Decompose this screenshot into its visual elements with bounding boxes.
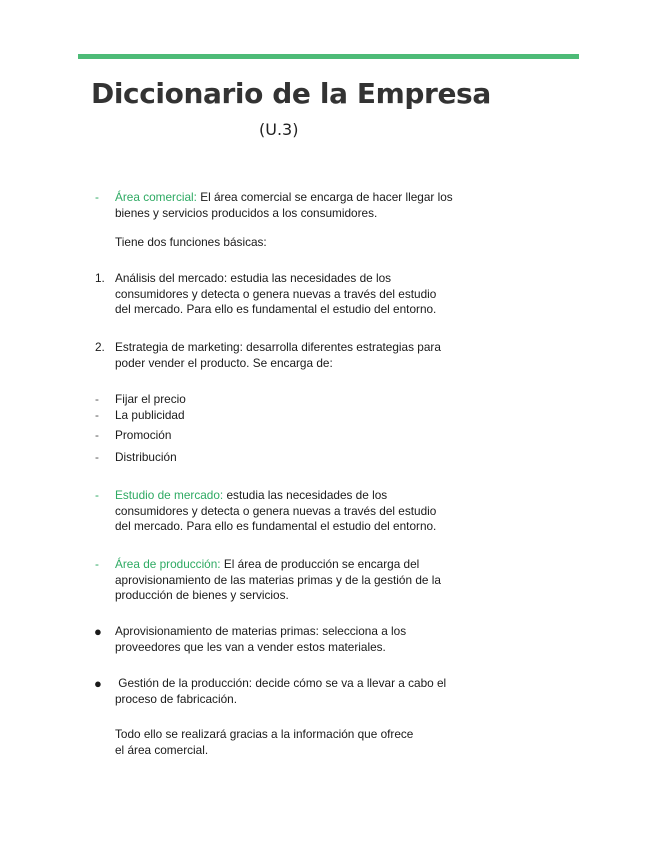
- list-dash-marker: -: [95, 392, 99, 406]
- number-marker: 1.: [95, 271, 105, 285]
- conclusion-line: Todo ello se realizará gracias a la información que ofrece: [115, 727, 414, 741]
- item-line: consumidores y detecta o genera nuevas a través del estudio: [115, 286, 437, 301]
- task-text: Promoción: [115, 428, 172, 442]
- item-line: proveedores que les van a vender estos materiales.: [115, 639, 386, 654]
- item-line: poder vender el producto. Se encarga de:: [115, 355, 333, 370]
- list-dash-marker: -: [95, 428, 99, 442]
- bullet-text: [115, 624, 485, 655]
- bullet-marker: ●: [94, 624, 102, 639]
- item-line: proceso de fabricación.: [115, 691, 237, 706]
- item-line: Estrategia de marketing: desarrolla diferentes estrategias para: [115, 340, 441, 354]
- definition-line-rest: estudia las necesidades de los: [223, 488, 388, 502]
- number-marker: 2.: [95, 340, 105, 354]
- document-subtitle: (U.3): [259, 120, 299, 139]
- definition-line: [115, 557, 485, 573]
- item-line: Aprovisionamiento de materias primas: selecciona a los: [115, 624, 407, 638]
- numbered-item-text: [115, 271, 485, 318]
- definition-line: aprovisionamiento de las materias primas y de la gestión de la: [115, 572, 441, 587]
- definition-text: [115, 557, 485, 604]
- bullet-text: [115, 676, 485, 707]
- definition-line: del mercado. Para ello es fundamental el estudio del entorno.: [115, 519, 437, 533]
- definition-line-rest: El área de producción se encarga del: [220, 557, 420, 571]
- definition-line-rest: El área comercial se encarga de hacer llegar los: [196, 190, 453, 204]
- list-dash-marker: -: [95, 488, 99, 502]
- list-dash-marker: -: [95, 190, 99, 204]
- list-dash-marker: -: [95, 408, 99, 422]
- item-line: del mercado. Para ello es fundamental el estudio del entorno.: [115, 302, 437, 316]
- conclusion-text: [115, 727, 485, 758]
- document-title: Diccionario de la Empresa: [91, 77, 491, 110]
- term-label: Área comercial:: [115, 190, 197, 204]
- bullet-marker: ●: [94, 676, 102, 691]
- term-label: Área de producción:: [115, 557, 221, 571]
- task-text: La publicidad: [115, 408, 185, 422]
- term-label: Estudio de mercado:: [115, 488, 224, 502]
- header-accent-rule: [78, 54, 579, 59]
- definition-line: consumidores y detecta o genera nuevas a través del estudio: [115, 503, 437, 518]
- definition-text: [115, 190, 485, 221]
- list-dash-marker: -: [95, 450, 99, 464]
- conclusion-line: el área comercial.: [115, 742, 209, 757]
- task-text: Distribución: [115, 450, 177, 464]
- note-text: Tiene dos funciones básicas:: [115, 235, 267, 249]
- item-line: Gestión de la producción: decide cómo se va a llevar a cabo el: [115, 676, 447, 690]
- definition-line: [115, 190, 485, 206]
- definition-line: bienes y servicios producidos a los consumidores.: [115, 205, 378, 220]
- numbered-item-text: [115, 340, 485, 371]
- task-text: Fijar el precio: [115, 392, 186, 406]
- definition-line: [115, 488, 485, 504]
- item-line: Análisis del mercado: estudia las necesidades de los: [115, 271, 392, 285]
- definition-text: [115, 488, 485, 535]
- definition-line: producción de bienes y servicios.: [115, 588, 289, 602]
- list-dash-marker: -: [95, 557, 99, 571]
